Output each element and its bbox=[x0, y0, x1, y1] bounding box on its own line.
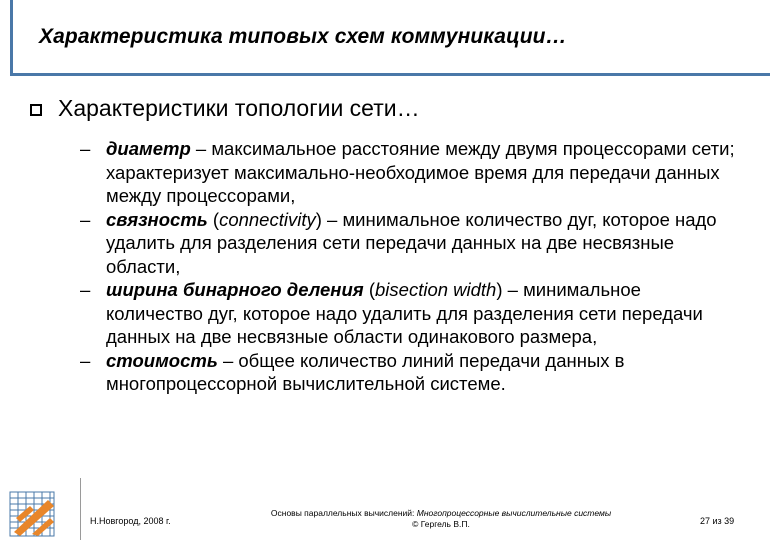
definition: – максимальное расстояние между двумя процессорами сети; характеризует максимально-необходимое время для передачи данных между процессорами, bbox=[106, 138, 735, 206]
section-bullet bbox=[30, 95, 420, 122]
checkbox-bullet-icon bbox=[30, 104, 42, 116]
paren-open: ( bbox=[363, 279, 375, 300]
university-logo-icon bbox=[8, 488, 64, 540]
item-text bbox=[106, 349, 740, 396]
page-number: 27 из 39 bbox=[700, 516, 735, 526]
footer-course bbox=[236, 508, 646, 540]
item-text bbox=[106, 137, 740, 208]
definition: – общее количество линий передачи данных в многопроцессорной вычислительной системе. bbox=[106, 349, 625, 394]
item-text bbox=[106, 208, 740, 279]
slide-title: Характеристика типовых схем коммуникации… bbox=[39, 25, 567, 48]
footer-divider bbox=[80, 478, 81, 540]
term: стоимость bbox=[106, 349, 218, 371]
term: связность bbox=[106, 208, 208, 230]
definition: ) – минимальное количество дуг, которое надо удалить для разделения сети передачи данных на две несвязные области одинакового размера, bbox=[106, 279, 703, 347]
dash-marker: – bbox=[80, 349, 91, 371]
list-item-diameter bbox=[80, 137, 740, 208]
term: ширина бинарного деления bbox=[106, 279, 364, 300]
paren-open: ( bbox=[207, 208, 220, 230]
dash-marker: – bbox=[80, 208, 91, 230]
list-item-connectivity bbox=[80, 208, 740, 279]
english-term: connectivity bbox=[219, 208, 316, 230]
footer-copyright: © Гергель В.П. bbox=[412, 519, 470, 529]
item-text bbox=[106, 278, 740, 349]
section-heading: Характеристики топологии сети… bbox=[58, 95, 420, 121]
dash-marker: – bbox=[80, 279, 91, 300]
course-topic: Многопроцессорные вычислительные системы bbox=[416, 508, 612, 518]
list-item-cost bbox=[80, 349, 740, 396]
definition-list bbox=[80, 137, 740, 396]
list-item-bisection-width bbox=[80, 278, 740, 349]
footer-location: Н.Новгород, 2008 г. bbox=[90, 516, 171, 526]
course-prefix: Основы параллельных вычислений: bbox=[270, 508, 417, 518]
english-term: bisection width bbox=[375, 279, 497, 300]
term: диаметр bbox=[106, 138, 191, 159]
title-bar bbox=[10, 0, 770, 76]
definition: ) – минимальное количество дуг, которое надо удалить для разделения сети передачи данных на две несвязные области, bbox=[106, 208, 717, 277]
dash-marker: – bbox=[80, 138, 91, 159]
